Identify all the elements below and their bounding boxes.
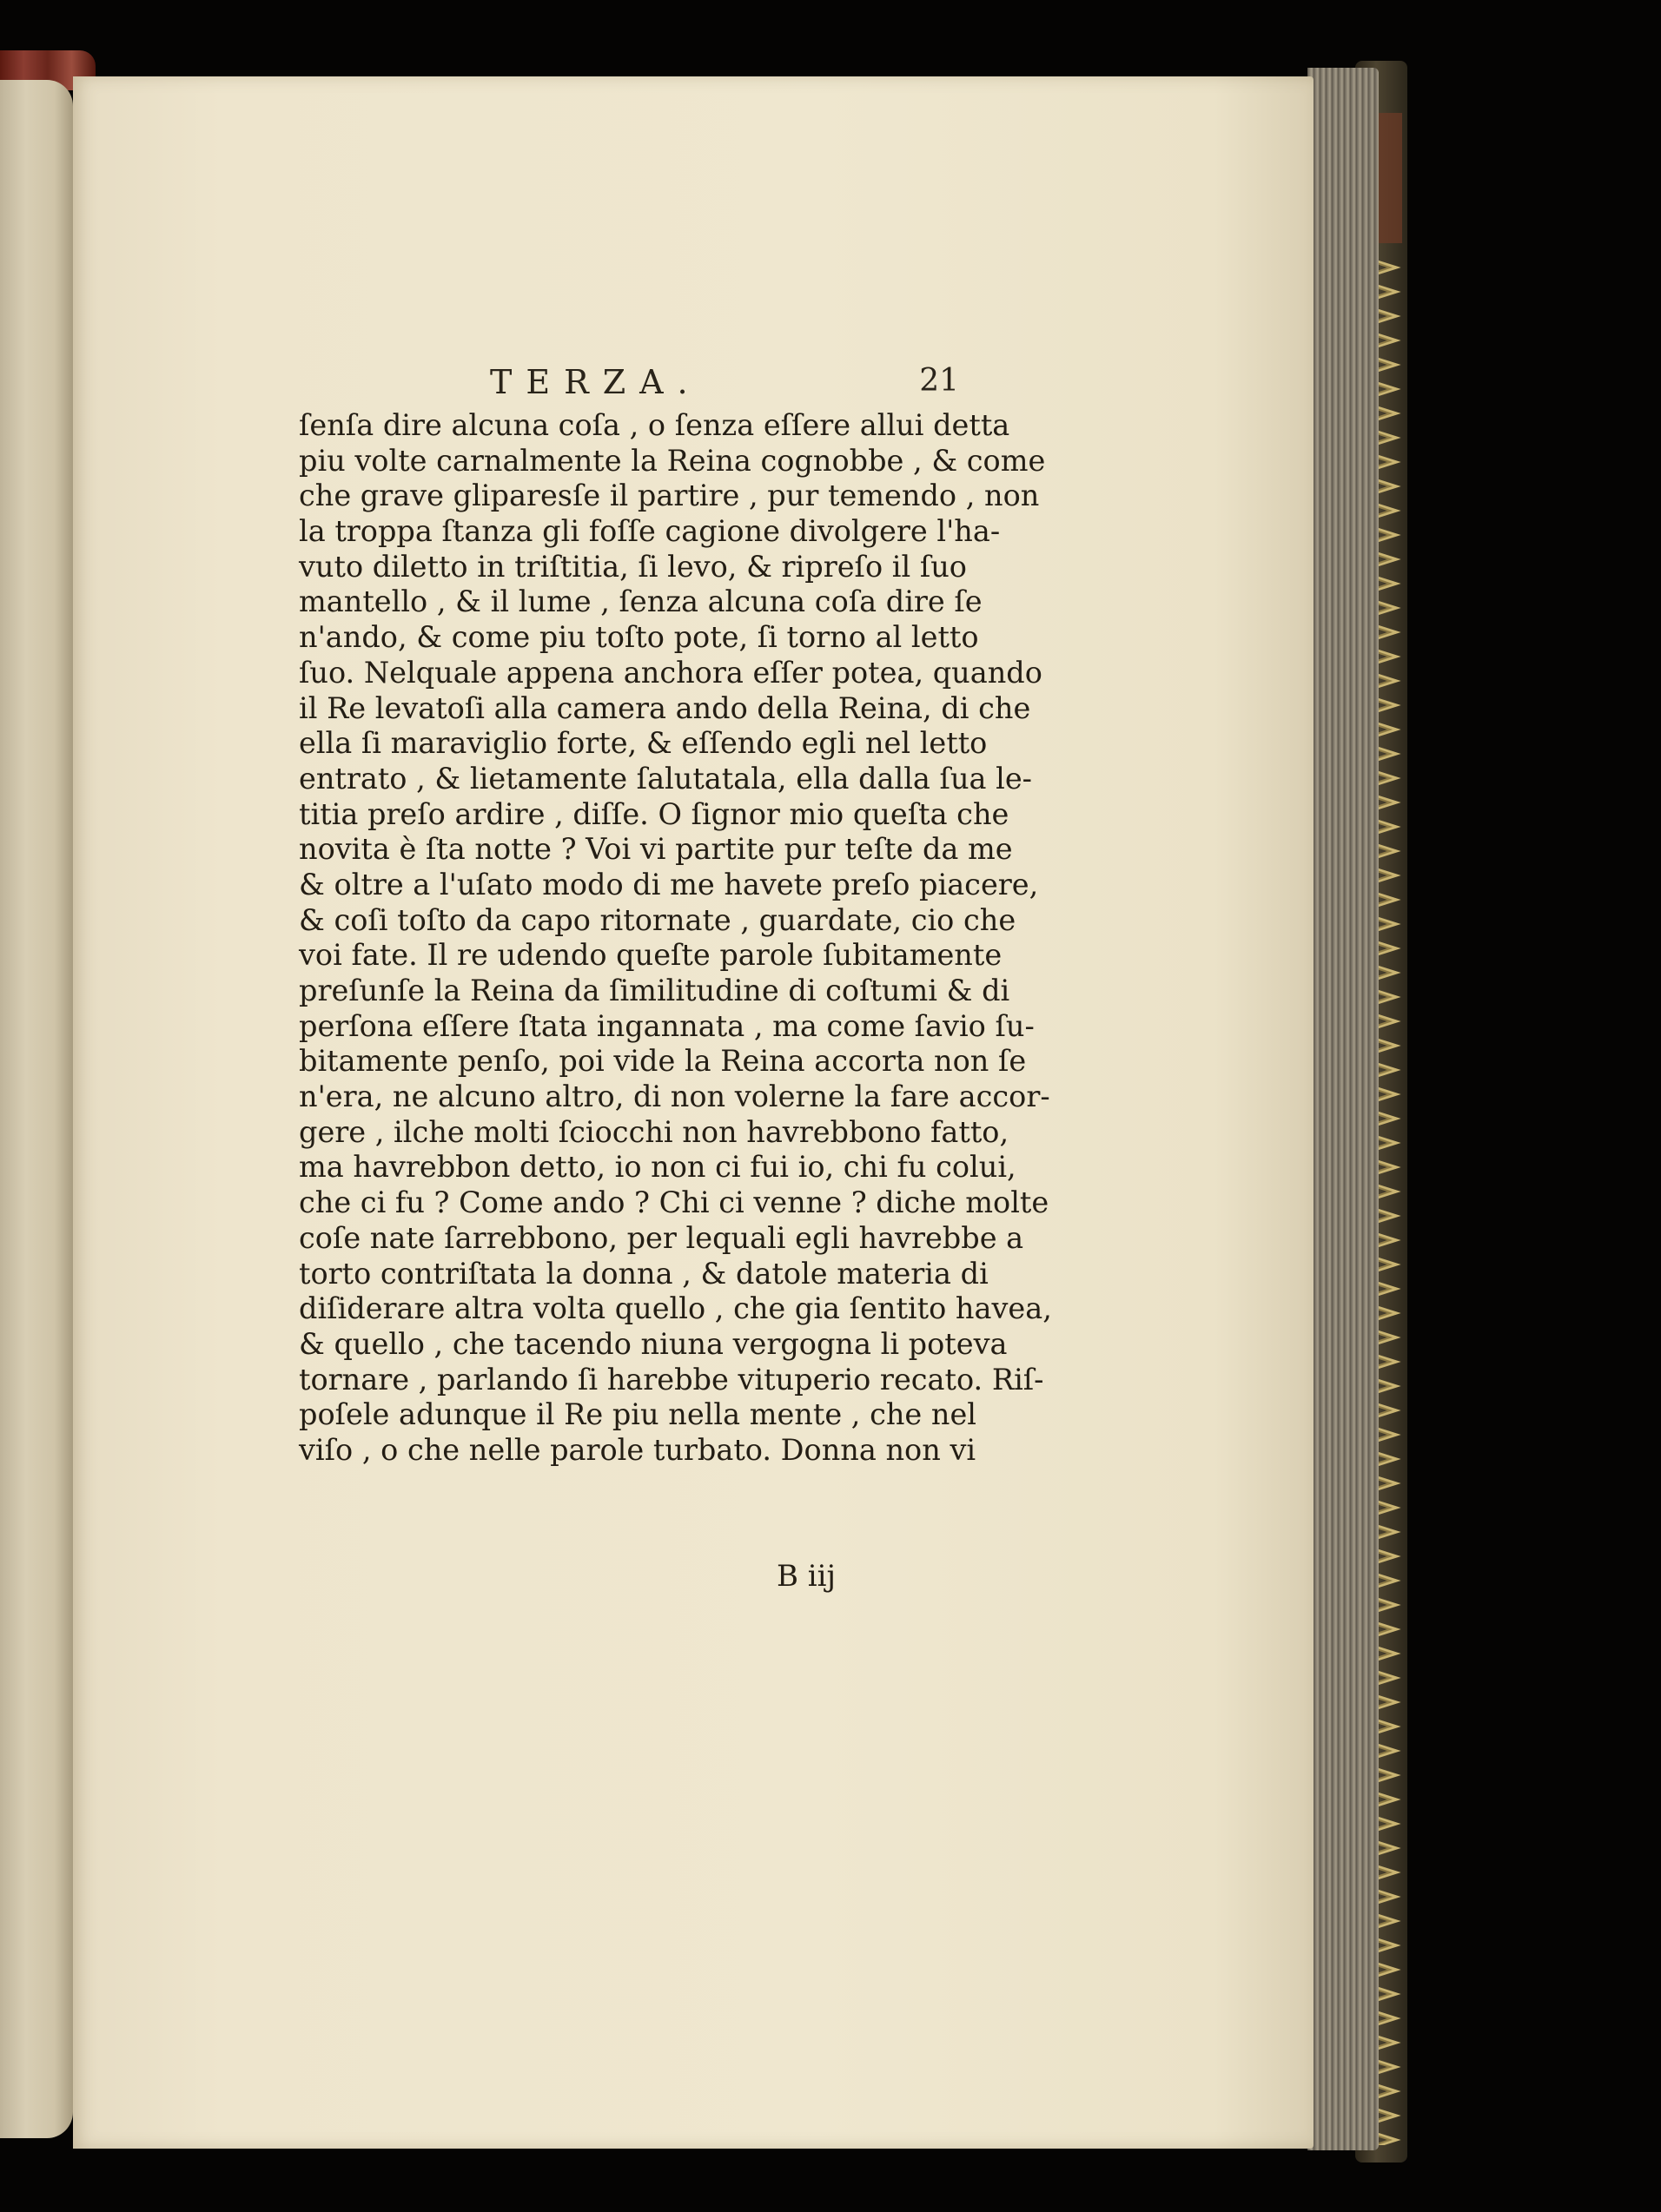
text-line: & oltre a l'uſato modo di me havete preſo piacere, xyxy=(299,867,1039,901)
text-line: tornare , parlando ſi harebbe vituperio recato. Riſ- xyxy=(299,1362,1044,1397)
text-line: & coſi toſto da capo ritornate , guardate, cio che xyxy=(299,902,1016,937)
text-line: voi fate. Il re udendo queſte parole ſubitamente xyxy=(299,938,1003,973)
text-line: coſe nate ſarrebbono, per lequali egli havrebbe a xyxy=(299,1220,1024,1255)
text-line: gere , ilche molti ſciocchi non havrebbono fatto, xyxy=(299,1114,1009,1149)
text-line: viſo , o che nelle parole turbato. Donna non vi xyxy=(299,1432,976,1467)
text-line: vuto diletto in triſtitia, ſi levo, & ripreſo il ſuo xyxy=(299,549,967,584)
text-line: che grave gliparesſe il partire , pur temendo , non xyxy=(299,479,1040,513)
text-line: novita è ſta notte ? Voi vi partite pur teſte da me xyxy=(299,832,1013,867)
body-text xyxy=(299,408,1052,1469)
text-line: entrato , & lietamente ſalutatala, ella dalla ſua le- xyxy=(299,761,1032,796)
previous-page-edge xyxy=(0,80,73,2138)
text-line: ſenſa dire alcuna coſa , o ſenza eſſere allui detta xyxy=(299,408,1010,442)
text-line: preſunſe la Reina da ſimilitudine di coſtumi & di xyxy=(299,974,1010,1007)
text-line: n'era, ne alcuno altro, di non volerne la fare accor- xyxy=(299,1080,1050,1114)
text-line: & quello , che tacendo niuna vergogna li poteva xyxy=(299,1326,1008,1361)
text-line: titia preſo ardire , diſſe. O ſignor mio queſta che xyxy=(299,796,1009,831)
text-line: n'ando, & come piu toſto pote, ſi torno al letto xyxy=(299,620,979,655)
running-head xyxy=(299,363,959,415)
text-line: ſuo. Nelquale appena anchora eſſer potea, quando xyxy=(299,655,1042,690)
text-line: poſele adunque il Re piu nella mente , che nel xyxy=(299,1397,977,1432)
running-head-title: TERZA. xyxy=(490,363,702,401)
text-line: ella ſi maraviglio forte, & eſſendo egli nel letto xyxy=(299,726,988,761)
text-line: perſona eſſere ſtata ingannata , ma come ſavio ſu- xyxy=(299,1008,1035,1043)
page-number: 21 xyxy=(919,363,959,399)
text-line: piu volte carnalmente la Reina cognobbe , & come xyxy=(299,443,1046,478)
text-line: il Re levatoſi alla camera ando della Reina, di che xyxy=(299,690,1031,725)
text-line: bitamente penſo, poi vide la Reina accorta non ſe xyxy=(299,1044,1027,1079)
text-line: la troppa ſtanza gli foſſe cagione divolgere l'ha- xyxy=(299,514,1001,549)
text-line: ma havrebbon detto, io non ci fui io, chi fu colui, xyxy=(299,1150,1016,1185)
text-line: che ci fu ? Come ando ? Chi ci venne ? diche molte xyxy=(299,1185,1049,1220)
text-line: torto contriſtata la donna , & datole materia di xyxy=(299,1256,989,1291)
page-block-edge xyxy=(1307,68,1379,2150)
text-line: diſiderare altra volta quello , che gia ſentito havea, xyxy=(299,1291,1052,1326)
signature-mark: B iij xyxy=(777,1559,837,1594)
text-line: mantello , & il lume , ſenza alcuna coſa dire ſe xyxy=(299,584,983,619)
